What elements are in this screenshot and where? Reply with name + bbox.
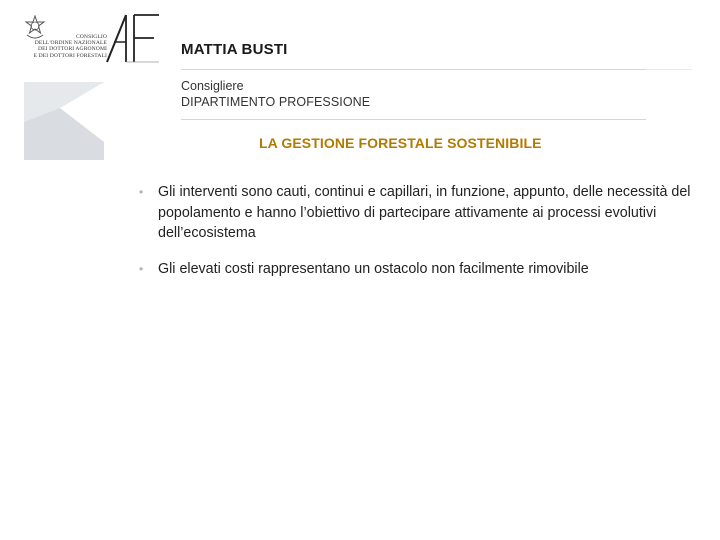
header-divider (181, 69, 646, 70)
bullet-marker: • (139, 261, 144, 276)
person-role: Consigliere (181, 79, 244, 93)
decorative-chevron-shape (24, 82, 104, 160)
person-name: MATTIA BUSTI (181, 41, 288, 58)
org-line: E DEI DOTTORI FORESTALI (33, 52, 107, 59)
org-name (27, 34, 107, 59)
slide-title: LA GESTIONE FORESTALE SOSTENIBILE (259, 135, 542, 151)
department-name: DIPARTIMENTO PROFESSIONE (181, 95, 371, 109)
org-line: CONSIGLIO (75, 34, 107, 40)
bullet-marker: • (139, 185, 144, 199)
af-logo-icon (104, 12, 160, 64)
list-item (139, 259, 699, 280)
bullet-text: Gli elevati costi rappresentano un ostacolo non facilmente rimovibile (158, 260, 589, 277)
section-divider (181, 119, 646, 120)
bullet-text: Gli interventi sono cauti, continui e capillari, in funzione, appunto, delle necessità del popolamento e hanno l’obiettivo di partecipare attivamente ai processi evolutivi dell’ecosistema (158, 184, 691, 241)
list-item (139, 182, 699, 244)
org-line: DEI DOTTORI AGRONOMI (37, 46, 107, 53)
bullet-list (139, 182, 699, 279)
org-line: DELL'ORDINE NAZIONALE (34, 40, 107, 47)
header-divider-faint (646, 69, 692, 70)
